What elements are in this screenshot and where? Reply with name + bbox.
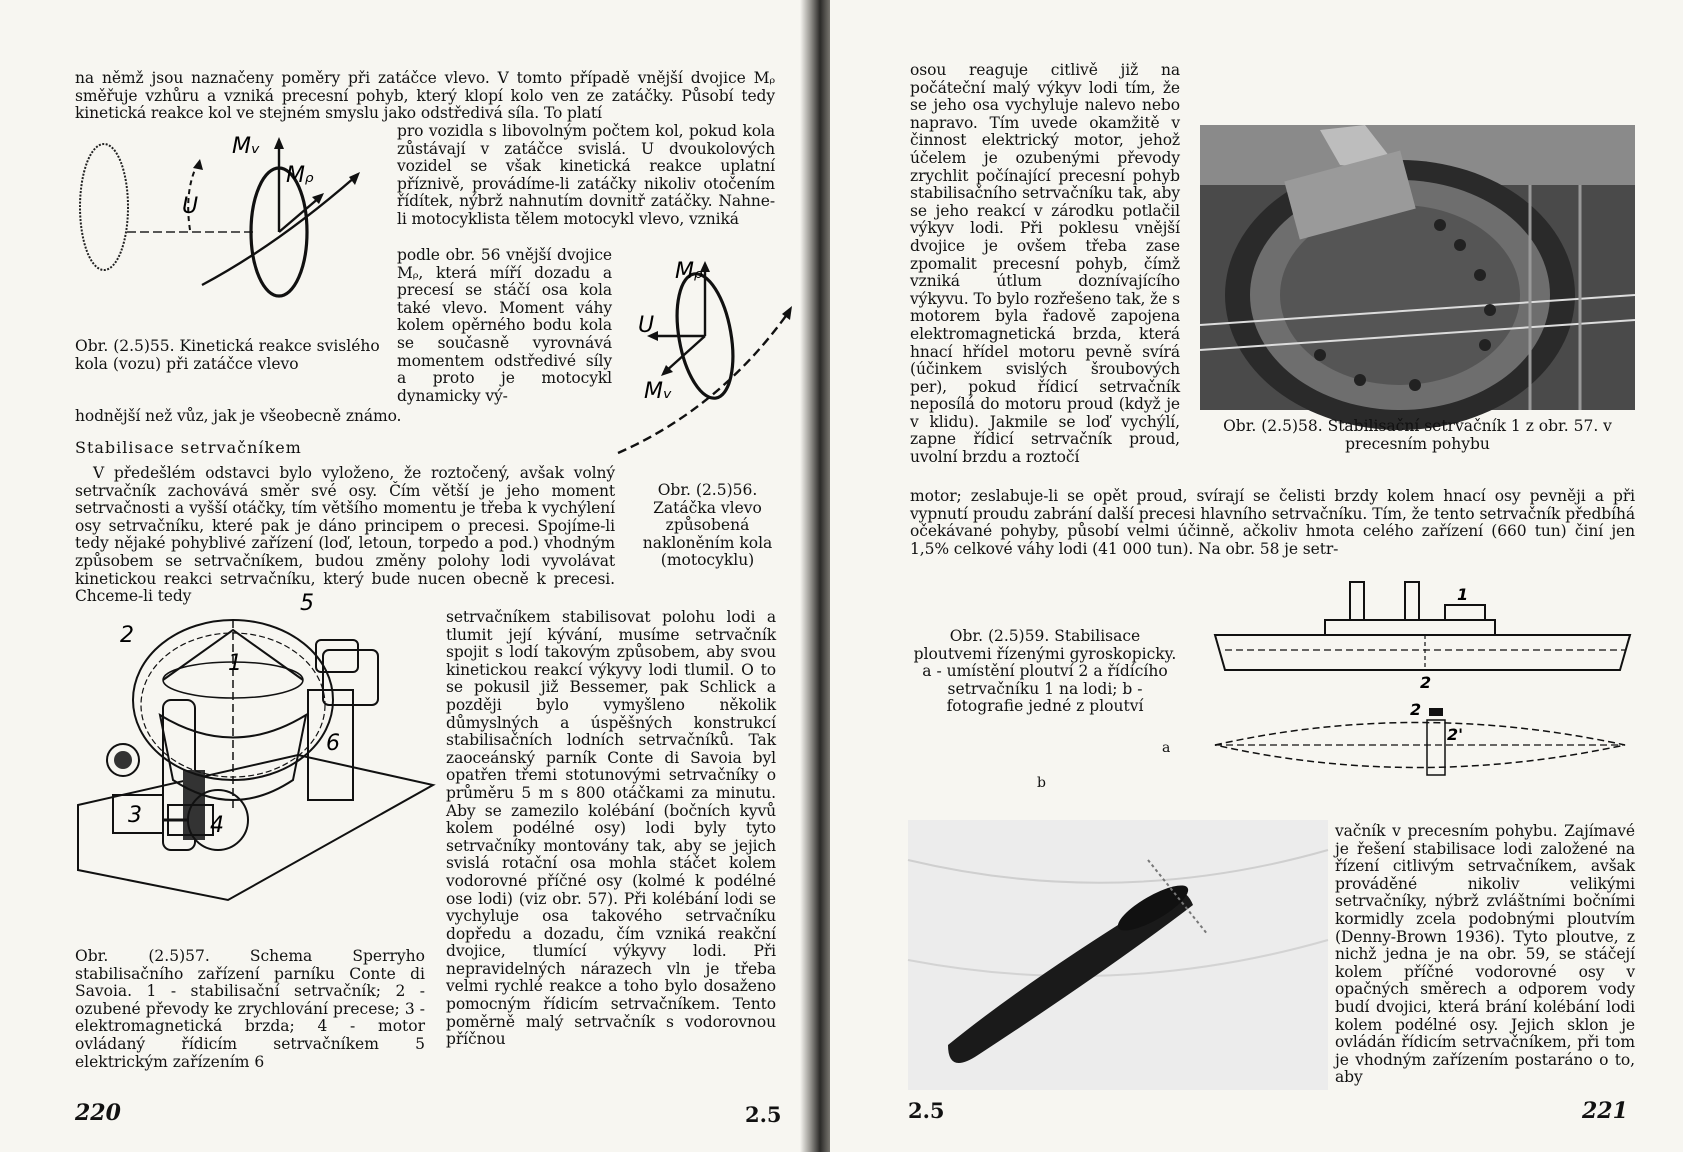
fig56-label-u: U <box>638 313 655 338</box>
fig55-label-u: U <box>182 194 199 219</box>
left-para-continue: hodnější než vůz, jak je všeobecně známo. <box>75 407 402 425</box>
fig56-label-mp: Mᵨ <box>675 259 704 284</box>
fig57-label-3: 3 <box>128 803 142 828</box>
fig55-label-mp: Mᵨ <box>286 163 315 188</box>
fig59-label-2-prime: 2' <box>1447 725 1464 744</box>
flywheel-photo-image <box>1200 125 1635 410</box>
fig57-label-2: 2 <box>120 623 134 648</box>
figure-58-photo <box>1200 125 1635 410</box>
figure-56-diagram <box>610 258 800 458</box>
left-para-narrow: podle obr. 56 vnější dvojice Mᵨ, která míří dozadu a precesí se stáčí osa kola také vlevo. Moment váhy kolem opěrného bodu kola se současně vyrovnává momentem odstředivé síly a proto je motocykl dynamicky vý- <box>397 246 612 405</box>
right-para-top: osou reaguje citlivě již na počáteční malý výkyv lodi tím, že se jeho osa vychyluje nalevo nebo napravo. Tím uvede okamžitě v činnost elektrický motor, jehož účelem je ozubenými převody zrychlit počínající precesní pohyb stabilisačního setrvačníku tak, aby se jeho reakcí v zárodku potlačil výkyv lodi. Při poklesu vnější dvojice je ovšem třeba zase zpomalit precesní pohyb, čímž vzniká útlum doznívajícího výkyvu. To bylo rozřešeno tak, že s motorem byla řadově zapojena elektromagnetická brzda, která hnací hřídel motoru pevně svírá (účinkem svislých šroubových per), pokud řídicí setrvačník neposílá do motoru proud (když je v klidu). Jakmile se loď vychýlí, zapne řídicí setrvačník proud, uvolní brzdu a roztočí <box>910 61 1180 467</box>
left-para-section: V předešlém odstavci bylo vyloženo, že roztočený, avšak volný setrvačník zachovává směr své osy. Čím větší je jeho moment setrvačnosti a vyšší otáčky, tím většího momentu je třeba k vychýlení osy setrvačníku, které pak je dáno principem o precesi. Spojíme-li tedy nějaké pohyblivé zařízení (loď, letoun, torpedo a pod.) vhodným způsobem se setrvačníkem, budou změny polohy lodi vyvolávat kinetickou reakci setrvačníku, který bude nucen obecně k precesi. Chceme-li tedy <box>75 464 615 606</box>
figure-59-caption: Obr. (2.5)59. Stabilisace ploutvemi řízenými gyroskopicky. a - umístění ploutví 2 a řídícího setrvačníku 1 na lodi; b - fotografie jedné z ploutví <box>913 627 1177 716</box>
figure-58-caption: Obr. (2.5)58. Stabilisační setrvačník 1 z obr. 57. v precesním pohybu <box>1223 417 1612 453</box>
left-para-lower-right: setrvačníkem stabilisovat polohu lodi a tlumit její kývání, musíme setrvačník spojit s lodí takovým způsobem, aby svou kinetickou reakcí výkyvy lodi tlumil. O to se pokusil již Bessemer, pak Schlick a později bylo vymyšleno několik důmyslných a úspěšných konstrukcí stabilisačních lodních setrvačníků. Tak zaoceánský parník Conte di Savoia byl opatřen třemi stotunovými setrvačníky o průměru 5 m s 800 otáčkami za minutu. Aby se zamezilo kolébání (bočních kyvů kolem podélné osy) lodi byly tyto setrvačníky montovány tak, aby se jejich svislá rotační osa mohla stáčet kolem vodorovné příčné osy (kolmé k podélné ose lodi) (viz obr. 57). Při kolébání lodi se vychyluje osa takového setrvačníku dopředu a dozadu, čím vzniká reakční dvojice, tlumící výkyvy lodi. Při nepravidelných nárazech vln je třeba velmi rychlé reakce a toho bylo dosaženo pomocným řídicím setrvačníkem. Tento poměrně malý setrvačník s vodorovnou příčnou <box>446 608 776 1049</box>
figure-57-caption: Obr. (2.5)57. Schema Sperryho stabilisačního zařízení parníku Conte di Savoia. 1 - stabilisační setrvačník; 2 - ozubené převody ke zrychlování precese; 3 - elektromagnetická brzda; 4 - motor ovládaný řídicím setrvačníkem 5 elektrickým zařízením 6 <box>75 947 425 1071</box>
figure-59-label-a: a <box>1162 740 1171 756</box>
right-para-full: motor; zeslabuje-li se opět proud, svírají se čelisti brzdy kolem hnací osy pevněji a při vypnutí proudu zabrání další precesi hlavního setrvačníku. Tím, že tento setrvačník předbíhá očekávané pohyby, působí velmi účinně, ačkoliv hmota celého zařízení (660 tun) činí jen 1,5% celkové váhy lodi (41 000 tun). Na obr. 58 je setr- <box>910 487 1635 558</box>
left-para-top: na němž jsou naznačeny poměry při zatáčce vlevo. V tomto případě vnější dvojice Mᵨ směřuje vzhůru a vzniká precesní pohyb, který klopí kolo ven ze zatáčky. Působí tedy kinetická reakce kol ve stejném smyslu jako odstředivá síla. To platí <box>75 69 775 123</box>
fig55-label-mv: Mᵥ <box>232 134 261 159</box>
figure-56-caption: Obr. (2.5)56. Zatáčka vlevo způsobená nakloněním kola (motocyklu) <box>642 481 773 570</box>
fig59-label-1: 1 <box>1457 585 1469 604</box>
fig59-label-2-bottom: 2 <box>1410 700 1422 719</box>
figure-59-ship-diagram <box>1205 580 1635 785</box>
left-para-right-column: pro vozidla s libovolným počtem kol, pokud kola zůstávají v zatáčce svislá. U dvoukolových vozidel se však kinetická reakce uplatní příznivě, provádíme-li zatáčky nikoliv otočením řídítek, nýbrž nahnutím dovnitř zatáčky. Nahne-li motocyklista tělem motocykl vlevo, vzniká <box>397 122 775 228</box>
fin-photo-image <box>908 820 1328 1090</box>
page-number: 221 <box>1582 1098 1628 1124</box>
chapter-marker: 2.5 <box>745 1102 782 1127</box>
figure-55-diagram <box>72 135 382 320</box>
fig57-label-5: 5 <box>300 591 314 616</box>
figure-59-label-b: b <box>1037 775 1046 791</box>
right-para-bottom: vačník v precesním pohybu. Zajímavé je řešení stabilisace lodi založené na řízení citlivým setrvačníkem, avšak prováděné nikoliv velikými setrvačníky, nýbrž zvláštními bočními kormidly zcela podobnými ploutvím (Denny-Brown 1936). Tyto ploutve, z nichž jedna je na obr. 59, se stáčejí kolem příčné vodorovné osy v opačných směrech a odporem vody budí dvojici, která brání kolébání lodi kolem podélné osy. Jejich sklon je ovládán řídicím setrvačníkem, při tom je vhodným zařízením postaráno o to, aby <box>1335 822 1635 1087</box>
figure-55-caption: Obr. (2.5)55. Kinetická reakce svislého kola (vozu) při zatáčce vlevo <box>75 337 380 373</box>
fig57-label-4: 4 <box>210 813 224 838</box>
fig57-label-1: 1 <box>228 651 242 676</box>
right-page <box>830 0 1683 1152</box>
page-number: 220 <box>75 1100 121 1126</box>
figure-57-diagram <box>68 591 443 920</box>
left-page <box>0 0 808 1152</box>
chapter-marker: 2.5 <box>908 1098 945 1123</box>
fig57-label-6: 6 <box>326 731 340 756</box>
fig59-label-2-top: 2 <box>1420 673 1432 692</box>
fig56-label-mv: Mᵥ <box>644 379 673 404</box>
figure-59b-fin-photo <box>908 820 1328 1090</box>
section-heading: Stabilisace setrvačníkem <box>75 438 302 457</box>
